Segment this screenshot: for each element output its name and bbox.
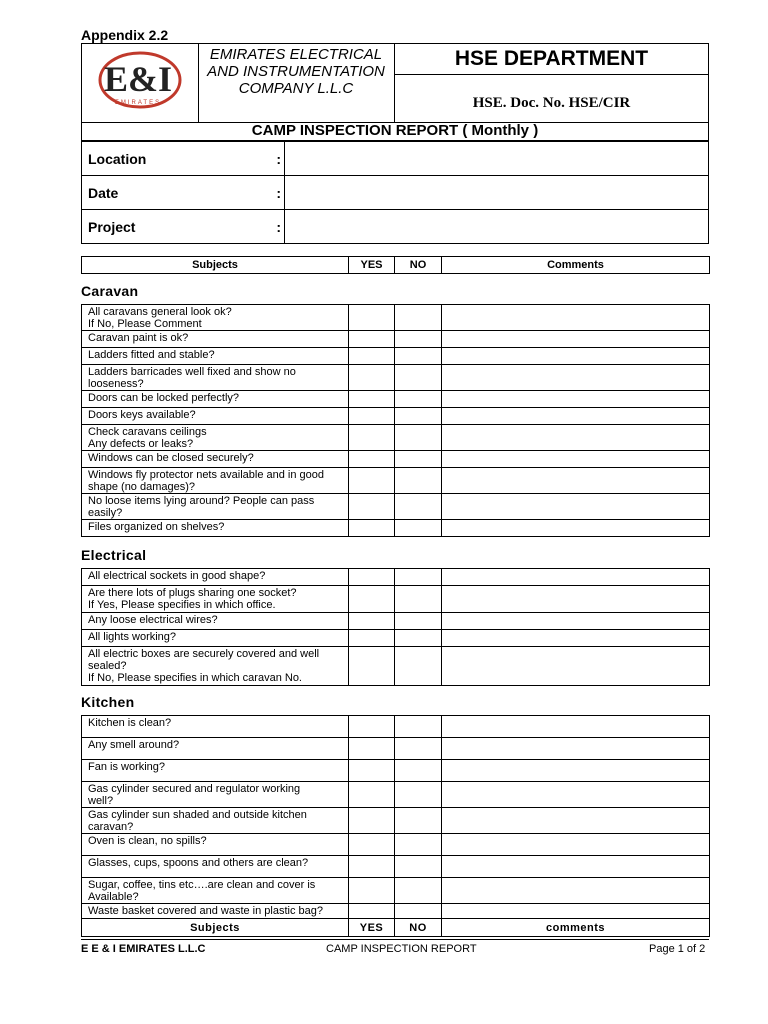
yes-checkbox-cell[interactable]: [349, 494, 395, 520]
checklist-item: [82, 630, 349, 647]
no-checkbox-cell[interactable]: [395, 348, 442, 365]
yes-checkbox-cell[interactable]: [349, 586, 395, 613]
comment-cell[interactable]: [442, 586, 710, 613]
checklist-item-text: well?: [88, 795, 114, 807]
yes-header-bottom: YES: [349, 919, 395, 937]
yes-checkbox-cell[interactable]: [349, 760, 395, 782]
checklist-item-text: All lights working?: [88, 631, 177, 643]
table-row: [82, 451, 710, 468]
table-row: [82, 760, 710, 782]
checklist-item-text: If No, Please Comment: [88, 318, 202, 330]
checklist-item: [82, 613, 349, 630]
comment-cell[interactable]: [442, 425, 710, 451]
column-header-table: [81, 256, 710, 274]
checklist-item: [82, 305, 349, 331]
bottom-header-row: [82, 919, 710, 937]
no-header: NO: [395, 257, 442, 274]
comment-cell[interactable]: [442, 856, 710, 878]
project-label-text: Project: [88, 218, 136, 235]
checklist-item: [82, 365, 349, 391]
table-row: [82, 468, 710, 494]
checklist-item-text: easily?: [88, 507, 123, 519]
no-checkbox-cell[interactable]: [395, 647, 442, 686]
yes-checkbox-cell[interactable]: [349, 305, 395, 331]
date-colon: :: [276, 184, 281, 201]
yes-checkbox-cell[interactable]: [349, 630, 395, 647]
comments-header-bottom: comments: [442, 919, 710, 937]
table-row: [82, 520, 710, 537]
comment-cell[interactable]: [442, 716, 710, 738]
checklist-item: [82, 425, 349, 451]
no-checkbox-cell[interactable]: [395, 716, 442, 738]
checklist-item: [82, 878, 349, 904]
comment-cell[interactable]: [442, 468, 710, 494]
yes-checkbox-cell[interactable]: [349, 856, 395, 878]
no-checkbox-cell[interactable]: [395, 305, 442, 331]
checklist-item: [82, 856, 349, 878]
no-checkbox-cell[interactable]: [395, 613, 442, 630]
date-label: [82, 176, 285, 210]
checklist-item-text: Glasses, cups, spoons and others are clean?: [88, 857, 309, 869]
bottom-header-table: [81, 918, 710, 937]
checklist-item: [82, 586, 349, 613]
yes-checkbox-cell[interactable]: [349, 782, 395, 808]
no-checkbox-cell[interactable]: [395, 365, 442, 391]
checklist-item-text: All caravans general look ok?: [88, 306, 232, 318]
checklist-item-text: Oven is clean, no spills?: [88, 835, 207, 847]
table-row: [82, 408, 710, 425]
checklist-item-text: looseness?: [88, 378, 144, 390]
comment-cell[interactable]: [442, 520, 710, 537]
comment-cell[interactable]: [442, 904, 710, 919]
checklist-item: [82, 468, 349, 494]
no-checkbox-cell[interactable]: [395, 569, 442, 586]
project-value-field[interactable]: [285, 210, 709, 244]
no-checkbox-cell[interactable]: [395, 878, 442, 904]
table-row: [82, 613, 710, 630]
yes-checkbox-cell[interactable]: [349, 647, 395, 686]
comment-cell[interactable]: [442, 647, 710, 686]
yes-checkbox-cell[interactable]: [349, 391, 395, 408]
company-logo: [82, 44, 199, 122]
report-title: CAMP INSPECTION REPORT ( Monthly ): [81, 123, 709, 141]
location-label: [82, 142, 285, 176]
yes-checkbox-cell[interactable]: [349, 348, 395, 365]
table-row: [82, 716, 710, 738]
comment-cell[interactable]: [442, 760, 710, 782]
comment-cell[interactable]: [442, 613, 710, 630]
footer-title: CAMP INSPECTION REPORT: [326, 943, 477, 955]
checklist-item: [82, 348, 349, 365]
checklist-item: [82, 451, 349, 468]
kitchen-checklist: [81, 715, 710, 919]
checklist-item-text: Kitchen is clean?: [88, 717, 172, 729]
no-checkbox-cell[interactable]: [395, 834, 442, 856]
document-header: [81, 43, 709, 123]
company-name: EMIRATES ELECTRICAL AND INSTRUMENTATION COMPANY L.L.C: [207, 46, 385, 97]
no-checkbox-cell[interactable]: [395, 451, 442, 468]
yes-checkbox-cell[interactable]: [349, 716, 395, 738]
checklist-item-text: Files organized on shelves?: [88, 521, 225, 533]
comment-cell[interactable]: [442, 630, 710, 647]
checklist-item-text: Ladders barricades well fixed and show no: [88, 366, 296, 378]
no-checkbox-cell[interactable]: [395, 738, 442, 760]
yes-checkbox-cell[interactable]: [349, 613, 395, 630]
checklist-item: [82, 391, 349, 408]
checklist-item: [82, 408, 349, 425]
yes-checkbox-cell[interactable]: [349, 904, 395, 919]
comment-cell[interactable]: [442, 808, 710, 834]
comment-cell[interactable]: [442, 348, 710, 365]
table-row: [82, 834, 710, 856]
comment-cell[interactable]: [442, 738, 710, 760]
checklist-item: [82, 647, 349, 686]
comment-cell[interactable]: [442, 494, 710, 520]
info-row-location: [82, 142, 709, 176]
no-checkbox-cell[interactable]: [395, 586, 442, 613]
table-row: [82, 305, 710, 331]
checklist-item-text: Any defects or leaks?: [88, 438, 194, 450]
table-row: [82, 856, 710, 878]
table-row: [82, 904, 710, 919]
yes-checkbox-cell[interactable]: [349, 425, 395, 451]
checklist-item-text: caravan?: [88, 821, 134, 833]
checklist-item-text: Doors can be locked perfectly?: [88, 392, 240, 404]
checklist-item-text: Available?: [88, 891, 139, 903]
footer-company: E E & I EMIRATES L.L.C: [81, 943, 206, 955]
table-row: [82, 348, 710, 365]
department-title: HSE DEPARTMENT: [395, 44, 708, 75]
section-title-kitchen: Kitchen: [81, 694, 135, 710]
checklist-item-text: Doors keys available?: [88, 409, 196, 421]
no-checkbox-cell[interactable]: [395, 760, 442, 782]
document-number: HSE. Doc. No. HSE/CIR: [472, 95, 631, 111]
yes-checkbox-cell[interactable]: [349, 878, 395, 904]
checklist-item-text: Windows can be closed securely?: [88, 452, 254, 464]
comment-cell[interactable]: [442, 569, 710, 586]
no-checkbox-cell[interactable]: [395, 782, 442, 808]
table-row: [82, 586, 710, 613]
no-checkbox-cell[interactable]: [395, 331, 442, 348]
no-checkbox-cell[interactable]: [395, 408, 442, 425]
comment-cell[interactable]: [442, 305, 710, 331]
comment-cell[interactable]: [442, 878, 710, 904]
checklist-item-text: If No, Please specifies in which caravan No.: [88, 672, 302, 684]
yes-checkbox-cell[interactable]: [349, 408, 395, 425]
checklist-item: [82, 834, 349, 856]
checklist-item-text: Ladders fitted and stable?: [88, 349, 215, 361]
project-colon: :: [276, 218, 281, 235]
yes-checkbox-cell[interactable]: [349, 468, 395, 494]
yes-checkbox-cell[interactable]: [349, 331, 395, 348]
project-label: [82, 210, 285, 244]
comment-cell[interactable]: [442, 391, 710, 408]
table-row: [82, 425, 710, 451]
no-checkbox-cell[interactable]: [395, 808, 442, 834]
checklist-item-text: No loose items lying around? People can pass: [88, 495, 315, 507]
svg-text:E&I: E&I: [103, 59, 173, 99]
no-header-bottom: NO: [395, 919, 442, 937]
table-row: [82, 569, 710, 586]
info-row-date: [82, 176, 709, 210]
caravan-checklist: [81, 304, 710, 537]
checklist-item-text: Any smell around?: [88, 739, 180, 751]
location-colon: :: [276, 150, 281, 167]
checklist-item-text: All electric boxes are securely covered and well: [88, 648, 320, 660]
info-table: [81, 141, 709, 244]
checklist-item-text: If Yes, Please specifies in which office.: [88, 599, 276, 611]
checklist-item-text: Gas cylinder sun shaded and outside kitchen: [88, 809, 307, 821]
table-row: [82, 808, 710, 834]
checklist-item-text: sealed?: [88, 660, 127, 672]
table-row: [82, 878, 710, 904]
yes-checkbox-cell[interactable]: [349, 569, 395, 586]
checklist-item: [82, 782, 349, 808]
checklist-item-text: Caravan paint is ok?: [88, 332, 189, 344]
table-row: [82, 630, 710, 647]
svg-text:EMIRATES: EMIRATES: [114, 100, 162, 106]
table-row: [82, 331, 710, 348]
checklist-item-text: All electrical sockets in good shape?: [88, 570, 266, 582]
no-checkbox-cell[interactable]: [395, 904, 442, 919]
table-row: [82, 647, 710, 686]
checklist-item-text: Are there lots of plugs sharing one socket?: [88, 587, 297, 599]
checklist-item: [82, 569, 349, 586]
info-row-project: [82, 210, 709, 244]
checklist-item-text: Gas cylinder secured and regulator working: [88, 783, 301, 795]
table-row: [82, 782, 710, 808]
yes-header: YES: [349, 257, 395, 274]
yes-checkbox-cell[interactable]: [349, 834, 395, 856]
checklist-item: [82, 808, 349, 834]
checklist-item: [82, 716, 349, 738]
no-checkbox-cell[interactable]: [395, 630, 442, 647]
footer-divider: [81, 939, 709, 940]
section-title-caravan: Caravan: [81, 283, 139, 299]
date-value-field[interactable]: [285, 176, 709, 210]
comment-cell[interactable]: [442, 782, 710, 808]
subjects-header-bottom: Subjects: [82, 919, 349, 937]
checklist-item-text: Sugar, coffee, tins etc….are clean and cover is: [88, 879, 316, 891]
no-checkbox-cell[interactable]: [395, 391, 442, 408]
date-label-text: Date: [88, 184, 119, 201]
section-title-electrical: Electrical: [81, 547, 147, 563]
table-row: [82, 391, 710, 408]
checklist-item-text: Any loose electrical wires?: [88, 614, 218, 626]
yes-checkbox-cell[interactable]: [349, 738, 395, 760]
no-checkbox-cell[interactable]: [395, 468, 442, 494]
subjects-header: Subjects: [82, 257, 349, 274]
comment-cell[interactable]: [442, 331, 710, 348]
checklist-item-text: Fan is working?: [88, 761, 166, 773]
yes-checkbox-cell[interactable]: [349, 451, 395, 468]
checklist-item: [82, 494, 349, 520]
location-value-field[interactable]: [285, 142, 709, 176]
no-checkbox-cell[interactable]: [395, 520, 442, 537]
comment-cell[interactable]: [442, 834, 710, 856]
comments-header: Comments: [442, 257, 710, 274]
table-row: [82, 365, 710, 391]
yes-checkbox-cell[interactable]: [349, 365, 395, 391]
table-row: [82, 494, 710, 520]
comment-cell[interactable]: [442, 408, 710, 425]
checklist-item: [82, 904, 349, 919]
checklist-item-text: shape (no damages)?: [88, 481, 196, 493]
appendix-label: Appendix 2.2: [81, 27, 169, 43]
table-row: [82, 738, 710, 760]
column-header-row: [82, 257, 710, 274]
checklist-item: [82, 520, 349, 537]
footer-page-number: Page 1 of 2: [649, 943, 706, 955]
no-checkbox-cell[interactable]: [395, 425, 442, 451]
checklist-item-text: Check caravans ceilings: [88, 426, 207, 438]
checklist-item-text: Windows fly protector nets available and in good: [88, 469, 325, 481]
no-checkbox-cell[interactable]: [395, 494, 442, 520]
comment-cell[interactable]: [442, 451, 710, 468]
checklist-item: [82, 738, 349, 760]
checklist-item: [82, 331, 349, 348]
checklist-item-text: Waste basket covered and waste in plastic bag?: [88, 905, 324, 917]
location-label-text: Location: [88, 150, 147, 167]
yes-checkbox-cell[interactable]: [349, 808, 395, 834]
comment-cell[interactable]: [442, 365, 710, 391]
no-checkbox-cell[interactable]: [395, 856, 442, 878]
yes-checkbox-cell[interactable]: [349, 520, 395, 537]
company-name-cell: [198, 44, 395, 122]
electrical-checklist: [81, 568, 710, 686]
checklist-item: [82, 760, 349, 782]
